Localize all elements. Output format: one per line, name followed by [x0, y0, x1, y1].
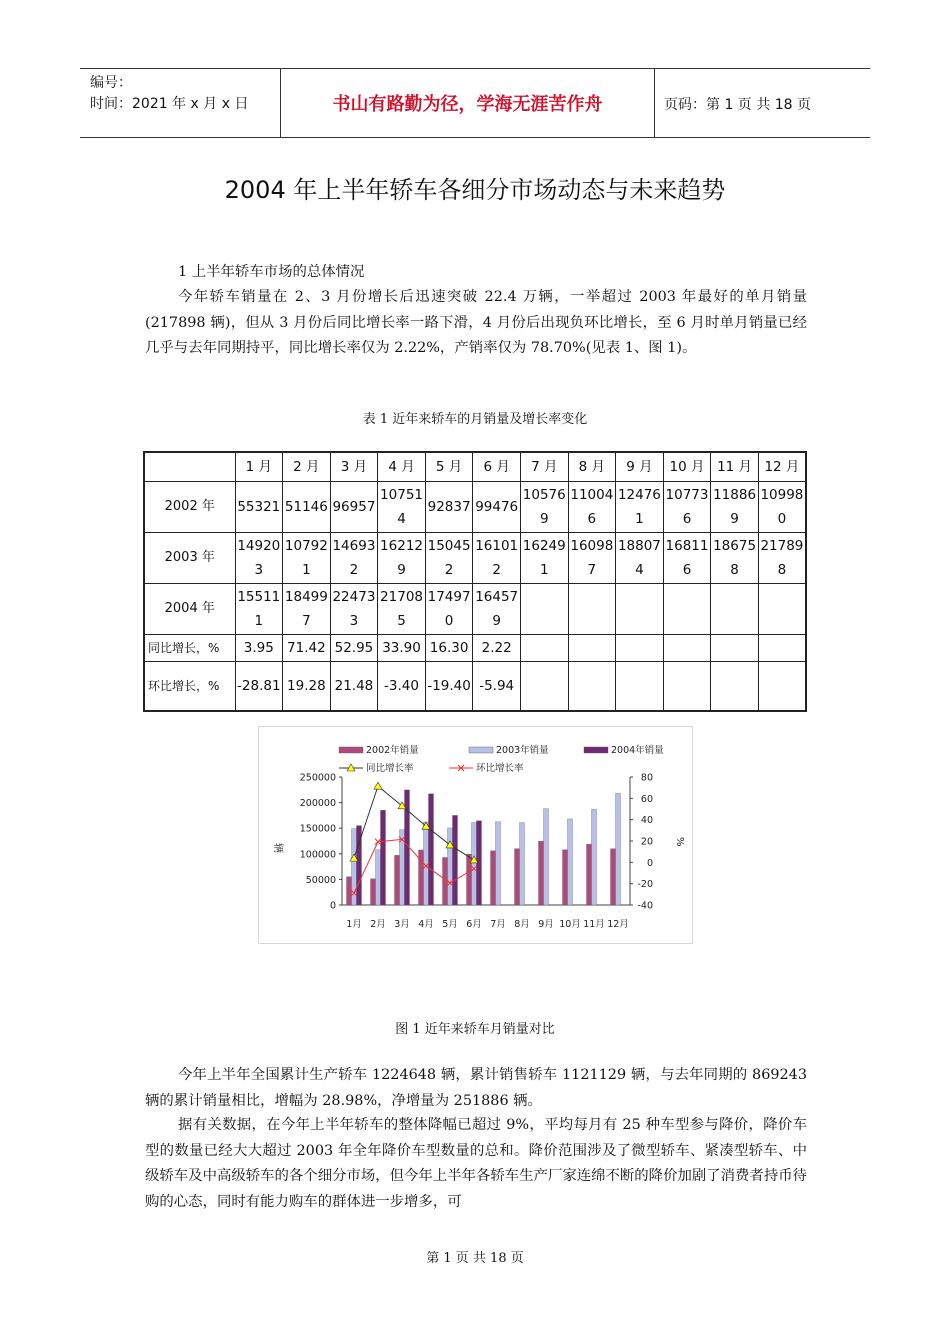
table-cell: [520, 584, 568, 635]
table-cell: 224733: [330, 584, 378, 635]
table-cell: [616, 584, 664, 635]
bar-3: [429, 794, 434, 905]
table-month-header: 8 月: [568, 452, 616, 482]
document-date-label: 时间：2021 年 x 月 x 日: [90, 96, 249, 112]
table-cell: [711, 584, 759, 635]
x-tick-label: 1月: [346, 919, 362, 930]
x-tick-label: 11月: [583, 919, 605, 930]
bar-2: [616, 793, 621, 905]
legend-swatch: [339, 747, 363, 753]
table-cell: 109980: [758, 482, 806, 533]
table-cell: 21.48: [330, 662, 378, 712]
y2-tick-label: 80: [640, 772, 653, 784]
x-tick-label: 5月: [442, 919, 458, 930]
bar-3: [453, 815, 458, 905]
x-tick-label: 9月: [538, 919, 554, 930]
table-row-label: 2002 年: [144, 482, 235, 533]
table-cell: [520, 662, 568, 712]
table-cell: 71.42: [283, 635, 331, 662]
legend-label: 同比增长率: [366, 763, 414, 774]
x-tick-label: 2月: [370, 919, 386, 930]
table-row: [144, 584, 806, 635]
paragraph-2: 今年上半年全国累计生产轿车 1224648 辆，累计销售轿车 1121129 辆，与去年同期的 869243 辆的累计销量相比，增幅为 28.98%，净增量为 251886 辆。: [145, 1067, 807, 1109]
table-cell: 149203: [235, 533, 283, 584]
triangle-marker: [374, 782, 382, 789]
table-cell: 188074: [616, 533, 664, 584]
y2-axis-label: %: [674, 837, 685, 847]
paragraph-3: 据有关数据，在今年上半年轿车的整体降幅已超过 9%，平均每月有 25 种车型参与降价，降价车型的数量已经大大超过 2003 年全年降价车型数量的总和。降价范围涉及了微型轿车、紧凑型轿车、中级轿车及中高级轿车的各个细分市场，但今年上半年各轿车生产厂家连绵不断的降价加剧了消费者持币待购的心态，同时有能力购车的群体进一步增多，可: [145, 1117, 807, 1210]
table-cell: [758, 662, 806, 712]
table-cell: [711, 635, 759, 662]
table-cell: 96957: [330, 482, 378, 533]
document-number-label: 编号：: [90, 75, 132, 91]
table-header-row: [144, 452, 806, 482]
monthly-sales-chart: [258, 726, 693, 944]
table-month-header: 11 月: [711, 452, 759, 482]
table-month-header: 7 月: [520, 452, 568, 482]
document-title: 2004 年上半年轿车各细分市场动态与未来趋势: [224, 176, 726, 204]
monthly-sales-table: [143, 451, 807, 712]
bar-2: [472, 823, 477, 905]
bar-1: [491, 851, 496, 905]
table-cell: 186758: [711, 533, 759, 584]
x-tick-label: 4月: [418, 919, 434, 930]
y-axis-label: 辆: [272, 843, 283, 853]
table-corner-cell: [144, 452, 235, 482]
legend-label: 2004年销量: [611, 745, 664, 756]
y2-tick-label: -20: [637, 879, 653, 891]
chart-svg: [259, 727, 692, 943]
header-page-label: 页码：第 1 页 共 18 页: [664, 97, 811, 113]
table-cell: 99476: [473, 482, 521, 533]
x-tick-label: 8月: [514, 919, 530, 930]
table-cell: 174970: [425, 584, 473, 635]
figure-caption: 图 1 近年来轿车月销量对比: [395, 1022, 555, 1037]
bar-2: [568, 819, 573, 905]
header-motto: 书山有路勤为径，学海无涯苦作舟: [332, 94, 603, 115]
section-heading: 1 上半年轿车市场的总体情况: [178, 264, 365, 280]
table-cell: 184997: [283, 584, 331, 635]
table-row-mom: [144, 662, 806, 712]
page-footer: 第 1 页 共 18 页: [426, 1251, 524, 1266]
table-row-label: 环比增长，%: [144, 662, 235, 712]
table-cell: [758, 584, 806, 635]
table-cell: -5.94: [473, 662, 521, 712]
y-tick-label: 100000: [299, 849, 336, 861]
table-cell: [663, 662, 711, 712]
table-row-label: 同比增长，%: [144, 635, 235, 662]
table-cell: [568, 662, 616, 712]
legend-label: 2002年销量: [366, 745, 419, 756]
bar-2: [376, 850, 381, 905]
bar-1: [347, 877, 352, 905]
table-cell: 217898: [758, 533, 806, 584]
table-row: [144, 482, 806, 533]
table-cell: [663, 584, 711, 635]
bar-1: [371, 879, 376, 905]
x-tick-label: 10月: [559, 919, 581, 930]
document-header: [80, 68, 870, 138]
table-month-header: 9 月: [616, 452, 664, 482]
table-cell: 3.95: [235, 635, 283, 662]
y-tick-label: 200000: [299, 798, 336, 810]
table-cell: 107921: [283, 533, 331, 584]
table-cell: 107514: [378, 482, 426, 533]
legend-swatch: [584, 747, 608, 753]
table-cell: 124761: [616, 482, 664, 533]
legend-swatch: [469, 747, 493, 753]
table-cell: 217085: [378, 584, 426, 635]
table-cell: -3.40: [378, 662, 426, 712]
y2-tick-label: 60: [640, 793, 653, 805]
table-month-header: 2 月: [283, 452, 331, 482]
y-tick-label: 0: [329, 900, 336, 912]
x-tick-label: 3月: [394, 919, 410, 930]
table-cell: 52.95: [330, 635, 378, 662]
table-cell: 105769: [520, 482, 568, 533]
table-cell: 146932: [330, 533, 378, 584]
table-cell: 162129: [378, 533, 426, 584]
table-cell: -28.81: [235, 662, 283, 712]
table-cell: 150452: [425, 533, 473, 584]
y-tick-label: 250000: [299, 772, 336, 784]
table-cell: 51146: [283, 482, 331, 533]
paragraph-1: 今年轿车销量在 2、3 月份增长后迅速突破 22.4 万辆，一举超过 2003 年最好的单月销量(217898 辆)，但从 3 月份后同比增长率一路下滑，4 月份后出现负环比增长，至 6 月时单月销量已经几乎与去年同期持平，同比增长率仅为 2.22%，产销率仅为 78.70%(见表 1、图 1)。: [145, 289, 807, 356]
y2-tick-label: 20: [640, 836, 653, 848]
table-cell: 160987: [568, 533, 616, 584]
table-month-header: 10 月: [663, 452, 711, 482]
header-divider-right: [654, 69, 655, 137]
table-cell: [520, 635, 568, 662]
table-month-header: 12 月: [758, 452, 806, 482]
table-cell: -19.40: [425, 662, 473, 712]
bar-2: [448, 828, 453, 905]
table-cell: 164579: [473, 584, 521, 635]
table-cell: 92837: [425, 482, 473, 533]
table-month-header: 4 月: [378, 452, 426, 482]
table-cell: [616, 662, 664, 712]
y2-tick-label: -40: [637, 900, 653, 912]
bar-1: [563, 850, 568, 905]
table-cell: [616, 635, 664, 662]
table-cell: 155111: [235, 584, 283, 635]
x-tick-label: 12月: [607, 919, 629, 930]
bar-2: [496, 822, 501, 905]
table-month-header: 1 月: [235, 452, 283, 482]
bar-1: [539, 841, 544, 905]
y-tick-label: 50000: [305, 874, 336, 886]
x-tick-label: 7月: [490, 919, 506, 930]
bar-3: [381, 810, 386, 905]
table-row-label: 2003 年: [144, 533, 235, 584]
legend-label: 2003年销量: [496, 745, 549, 756]
bar-2: [520, 823, 525, 905]
table-cell: [663, 635, 711, 662]
table-cell: 162491: [520, 533, 568, 584]
table-cell: 55321: [235, 482, 283, 533]
table-row-label: 2004 年: [144, 584, 235, 635]
table-cell: 33.90: [378, 635, 426, 662]
table-cell: [758, 635, 806, 662]
bar-1: [515, 849, 520, 905]
table-row: [144, 533, 806, 584]
bar-1: [611, 849, 616, 905]
bar-1: [587, 844, 592, 905]
legend-label: 环比增长率: [476, 763, 524, 774]
table-month-header: 6 月: [473, 452, 521, 482]
table-month-header: 3 月: [330, 452, 378, 482]
table-month-header: 5 月: [425, 452, 473, 482]
table-cell: 168116: [663, 533, 711, 584]
y2-tick-label: 40: [640, 815, 653, 827]
table-cell: 16.30: [425, 635, 473, 662]
table-cell: [568, 635, 616, 662]
bar-2: [544, 809, 549, 905]
table-caption: 表 1 近年来轿车的月销量及增长率变化: [362, 412, 588, 427]
y-tick-label: 150000: [299, 823, 336, 835]
table-cell: [711, 662, 759, 712]
y2-tick-label: 0: [646, 857, 653, 869]
x-tick-label: 6月: [466, 919, 482, 930]
table-cell: 2.22: [473, 635, 521, 662]
table-cell: [568, 584, 616, 635]
table-row-yoy: [144, 635, 806, 662]
table-cell: 107736: [663, 482, 711, 533]
header-meta: [90, 73, 248, 115]
table-cell: 118869: [711, 482, 759, 533]
table-cell: 19.28: [283, 662, 331, 712]
bar-1: [395, 855, 400, 905]
bar-2: [592, 809, 597, 905]
table-cell: 161012: [473, 533, 521, 584]
table-cell: 110046: [568, 482, 616, 533]
